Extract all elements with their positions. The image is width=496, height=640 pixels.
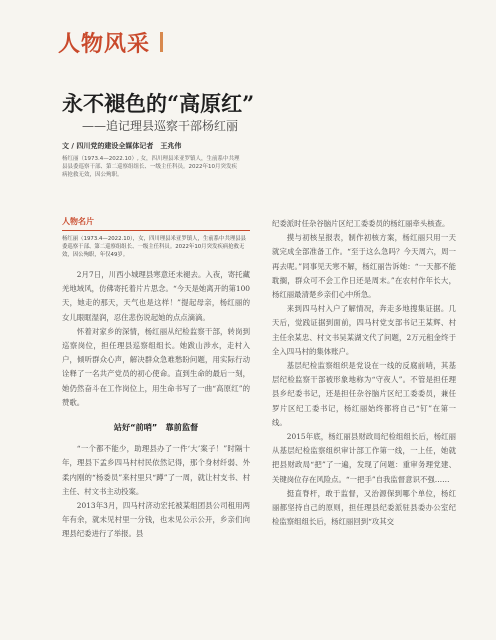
paragraph: 怀着对家乡的深情，杨红丽从纪检监察干部，转岗到巡察岗位，担任理县巡察组组长。她跋山涉水，走村入户，倾听群众心声，解决群众急难愁盼问题，用实际行动诠释了一名共产党员的初心使命。直到生命的最后一刻，她仍然奋斗在工作岗位上，用生命书写了一曲“高原红”的赞歌。 bbox=[62, 326, 250, 407]
article-byline: 文 / 四川党的建设全媒体记者 王兆伟 bbox=[62, 142, 182, 150]
left-column bbox=[62, 268, 250, 542]
right-column bbox=[272, 217, 456, 529]
column-title-bar bbox=[160, 32, 163, 52]
bio-text: 杨红丽（1973.4—2022.10），女，四川理县米亚罗镇人，生前系中共理县县委巡察干部、第二巡察组组长、一级主任科员。2022年10月突发疾病抢救无效，因公殉职，年仅49岁。 bbox=[62, 236, 247, 258]
article-title: 永不褪色的“高原红” bbox=[62, 91, 255, 116]
paragraph: 2月7日，川西小城理县寒意还未褪去。入夜，寄托藏羌地域风，仿佛寄托着片片思念。“今天是她离开的第100天，她走的那天，天气也是这样！”提起母亲，杨红丽的女儿眼眶湿润，忍住悲伤说起她的点点滴滴。 bbox=[62, 270, 250, 322]
paragraph: 2013年3月，四马村济动宏托被某组团县公司租用两年有余，就未见村里一分钱，也未见公示公开，乡亲们向理县纪委进行了举报。县 bbox=[62, 501, 250, 539]
column-title: 人物风采 bbox=[58, 31, 151, 57]
column-header bbox=[58, 26, 163, 58]
paragraph: “一个都不能少，助理县办了一件‘大’案子！”时隔十年，理县下孟乡四马村村民依然记得，那个身材纤弱、外柔内刚的“杨委员”来村里只“蹲”了一周，就让村支书、村主任、村文书主动投案。 bbox=[62, 444, 250, 496]
paragraph: 摸与初核呈报表，制作初核方案，杨红丽只用一天就完成全部准备工作。“至于这么急吗？今天周六，周一再去呢。”同事见天寒不解，杨红丽告诉她：“一天都不能耽搁，群众可不会工作日还是周末。”在农村作年长大，杨红丽最清楚乡亲们心中所急。 bbox=[272, 233, 456, 300]
bio-card bbox=[62, 216, 250, 259]
article-intro: 杨红丽（1973.4—2022.10）, 女，四川理县米亚罗镇人，生前系中共理县县委巡察干部、第二巡察组组长、一级主任科员。2022年10月突发疾病抢救无效，因公殉职。 bbox=[62, 156, 240, 178]
paragraph: 挺直脊杆，敢于监督，又治源保到哪个单位，杨红丽都坚持自己的原则，担任理县纪委派驻县委办公室纪检监察组组长后，杨红丽回到“攻其交 bbox=[272, 488, 456, 527]
paragraph: 来到四马村入户了解情况，奔走多地搜集证据。几天后，觉践证据到面前，四马村党支部书记王某辉、村主任余某忠、村文书吴某湖文代了问题，2万元租金终于全入四马村的集体账户。 bbox=[272, 304, 456, 356]
article-subtitle: ——追记理县巡察干部杨红丽 bbox=[82, 119, 239, 133]
bio-heading: 人物名片 bbox=[62, 216, 250, 231]
paragraph: 2015年底，杨红丽县财政局纪检组组长后，杨红丽从基层纪检监察组织审计部工作第一线，一上任，她就把县财政局“把”了一遍，发现了问题：重审务理党建、关键岗位存在风险点。“一把手”自我监督意识不强…… bbox=[272, 432, 456, 484]
paragraph: 纪委派时任杂谷脑片区纪工委委员的杨红丽牵头核查。 bbox=[272, 219, 450, 228]
paragraph: 基层纪检监察组织是党设在一线的反腐前哨，其基层纪检监察干部被形象地称为“守夜人”。不管是担任理县乡纪委书记，还是担任杂谷脑片区纪工委委员，兼任罗片区纪工委书记，杨红丽始终都将自己“钉”在第一线。 bbox=[272, 361, 456, 427]
section-subhead: 站好“前哨” 靠前监督 bbox=[113, 422, 199, 433]
